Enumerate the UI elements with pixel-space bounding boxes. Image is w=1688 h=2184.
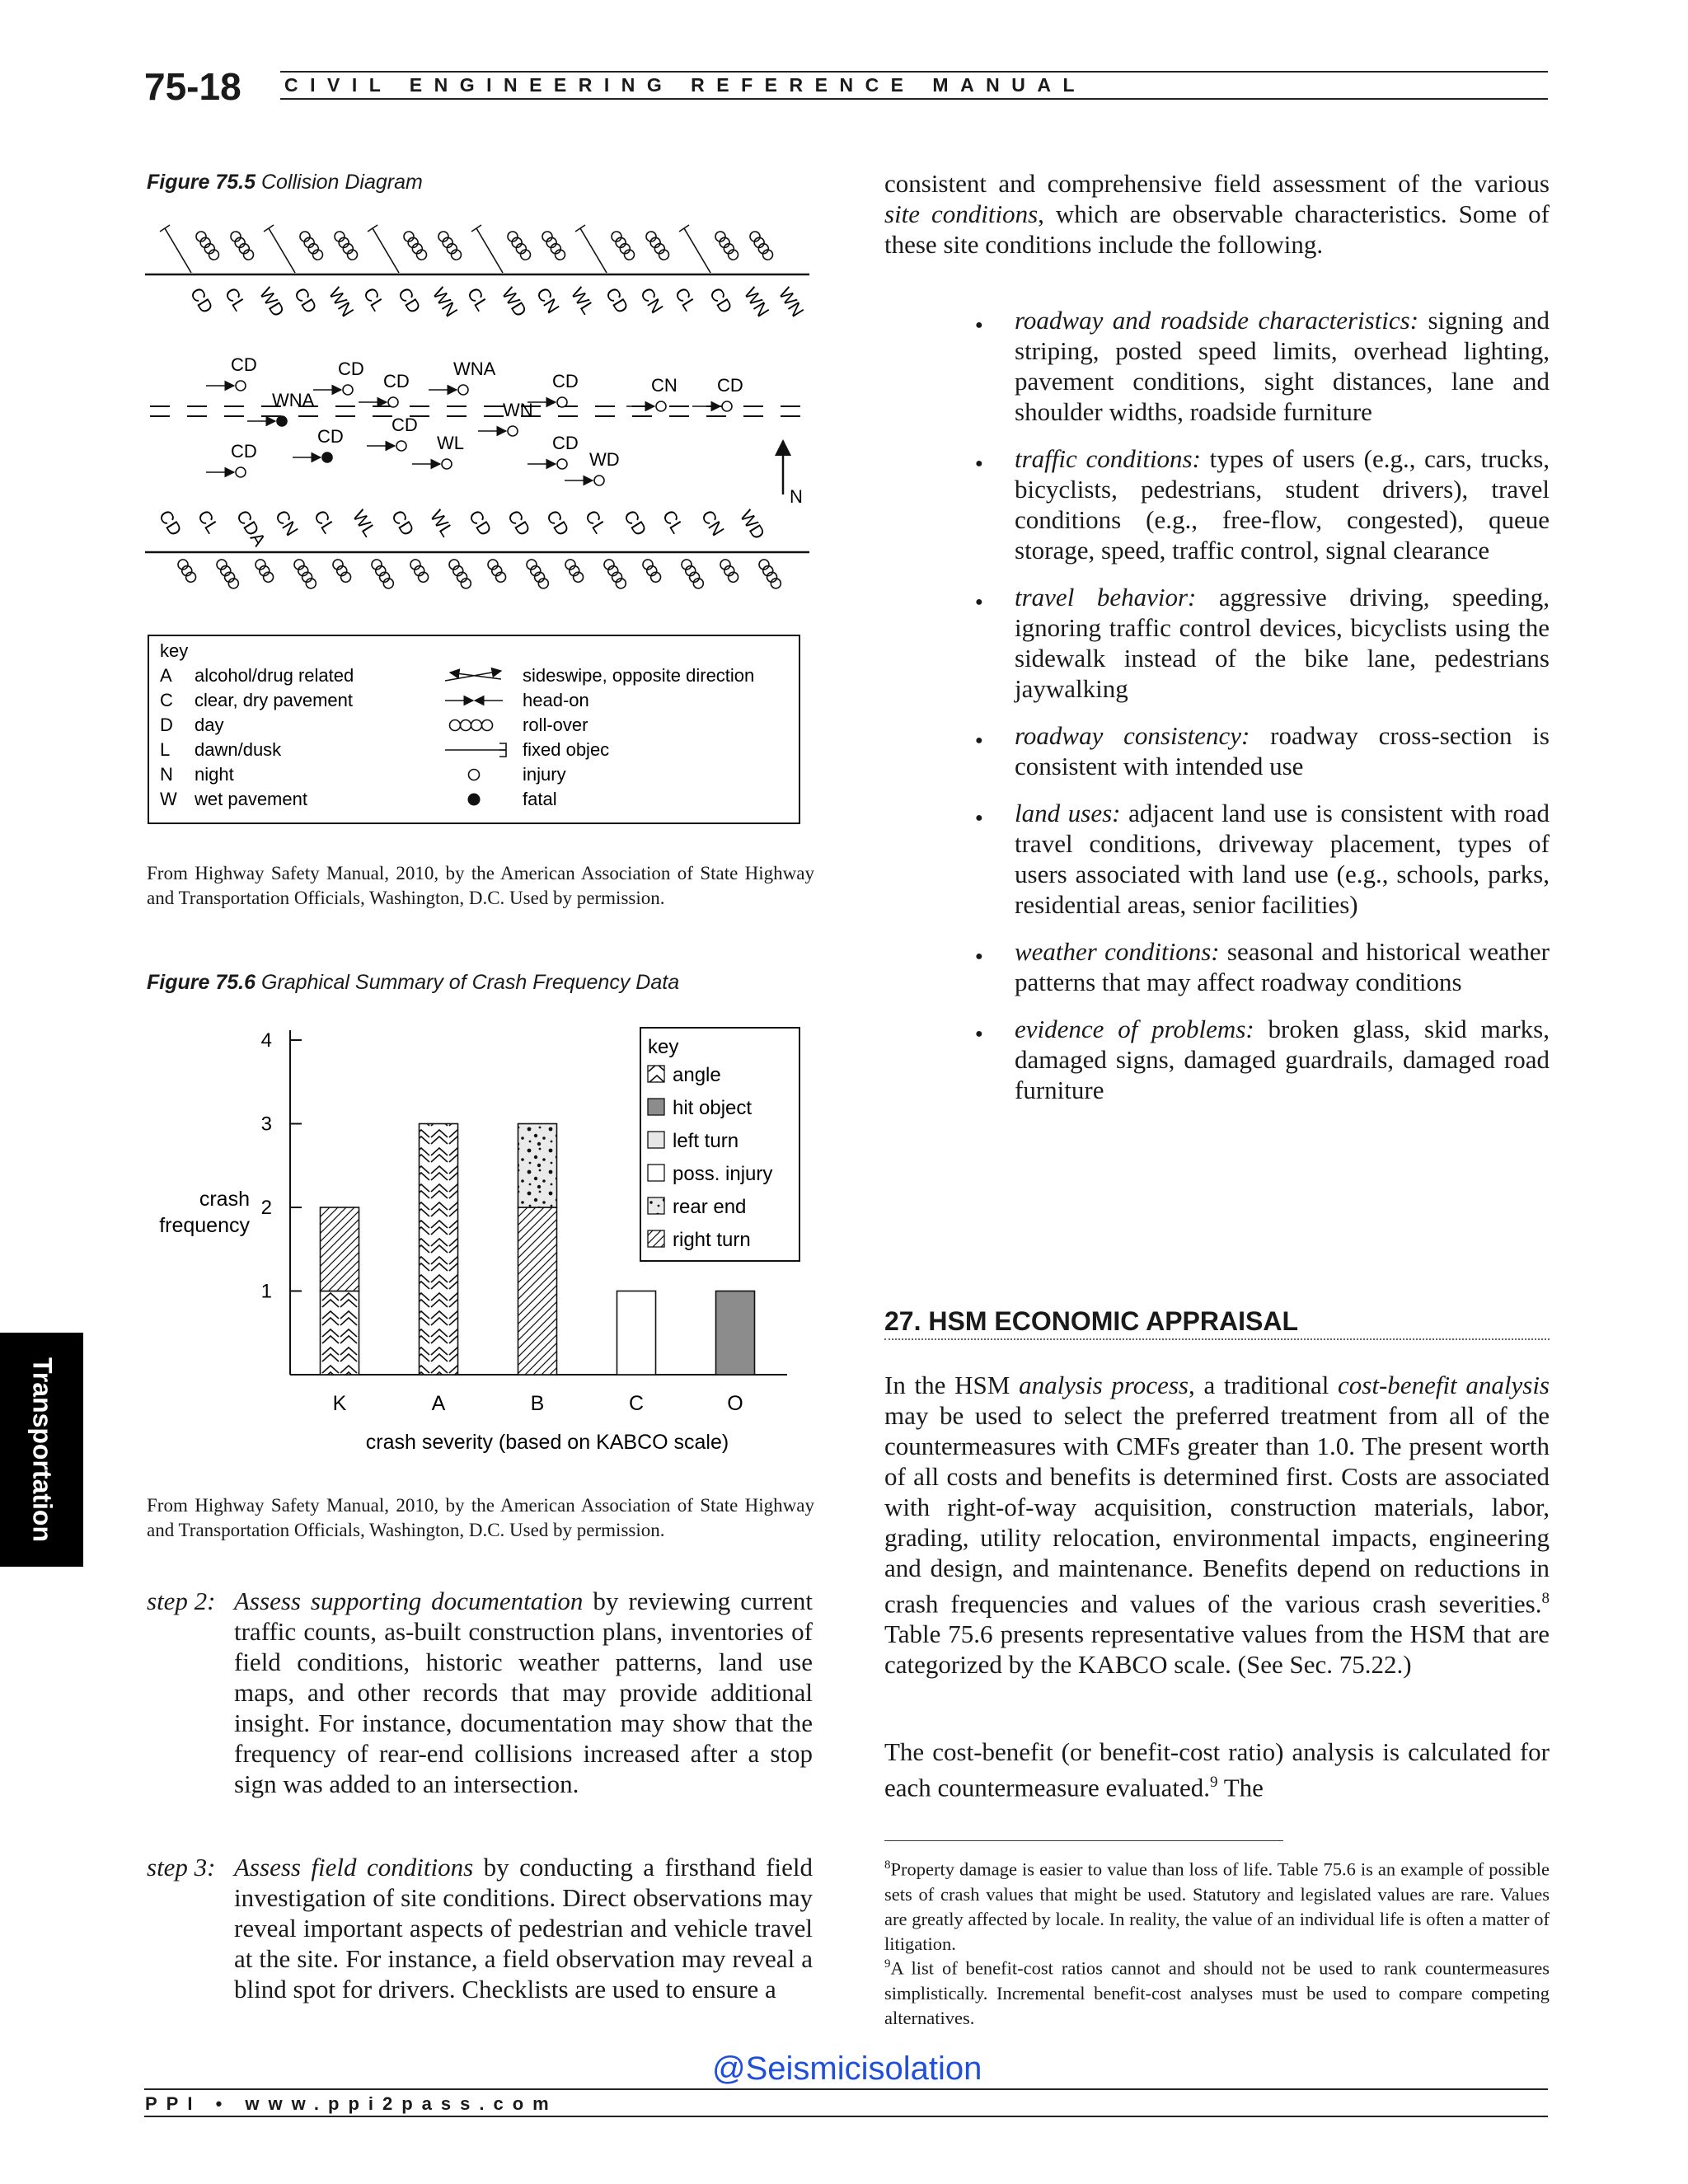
para-text: Table 75.6 presents representative values from the HSM that are categorized by the KABCO scale. (See Sec. 75.22.) [884,1619,1550,1680]
figure-75-6-caption [147,971,679,995]
step-label: step 3: [147,1853,216,1882]
footnote-8 [884,1853,1550,1957]
crash-code-label: CD [705,284,737,317]
intro-emphasis: site conditions [884,199,1039,228]
legend-swatch [648,1230,664,1247]
page-number: 75-18 [144,65,241,108]
para-text: In the HSM [884,1371,1020,1399]
crash-code-label: CL [220,284,251,315]
key-symbol-description: sideswipe, opposite direction [523,665,755,686]
key-symbol-description: fatal [523,789,557,809]
vehicle-path [367,441,406,451]
list-item-term: travel behavior: [1015,583,1197,612]
bar-segment-rear-end [518,1124,557,1208]
crash-code-label: CD [552,371,579,391]
bullet-icon: ● [975,733,983,748]
crash-code-label: CD [392,415,418,435]
rollover-symbol [215,558,241,590]
list-item [975,720,1550,781]
figure-number: Figure 75.6 [147,971,256,994]
legend-entry: poss. injury [673,1163,773,1185]
top-crash-labels [186,284,809,320]
crash-code-label: CD [185,284,218,317]
crash-code-label: CD [393,284,425,317]
footnote-text: A list of benefit-cost ratios cannot and should not be used to rank countermeasures simplistically. Incremental benefit-cost analyses must be used to compare competing alternatives. [884,1957,1550,2028]
footer-rule-bottom [144,2116,1548,2117]
list-item-text: adjacent land use is consistent with road travel conditions, driveway placement, types of users associated with land use (e.g., schools, parks, residential areas, senior facilities) [1015,799,1550,919]
vehicle-path [478,426,518,436]
fixed-object-path [160,225,191,273]
list-item [975,305,1550,427]
bar-segment-hit-object [716,1291,755,1376]
crash-code-label: CL [670,284,701,315]
y-tick-label: 1 [260,1280,272,1303]
figure-75-5-credit: From Highway Safety Manual, 2010, by the American Association of State Highway and Transportation Officials, Washington, D.C. Used by permission. [147,863,814,908]
vehicle-path [313,385,353,395]
key-icons [445,671,506,806]
footnote-9 [884,1952,1550,2031]
vehicle-path [626,401,666,411]
sideswipe-icon [445,671,501,681]
crash-code-label: CN [635,284,668,317]
crash-code-label: CN [270,506,302,540]
vehicle-path [206,467,246,477]
key-description: wet pavement [195,789,307,809]
list-item-text: aggressive driving, speeding, ignoring traffic control devices, bicyclists using the sidewalk instead of the bike lane, pedestrians jaywalking [1015,583,1550,703]
list-item-text: signing and striping, posted speed limits, overhead lighting, pavement conditions, sight distances, lane and shoulder widths, roadside furniture [1015,306,1550,426]
crash-code-label: CD [289,284,321,317]
fixed-object-path [471,225,503,273]
crash-code-label: WL [425,506,458,541]
vehicle-path [293,452,332,462]
key-right-entries [523,665,754,809]
rollover-symbol [506,230,532,262]
footnote-ref[interactable]: 9 [1210,1774,1218,1791]
key-code: L [160,739,171,760]
rollover-symbol [293,558,318,590]
vehicle-path [412,459,452,469]
injury-icon [469,770,480,780]
list-item [975,1014,1550,1105]
list-item [975,582,1550,704]
key-symbol-description: injury [523,764,566,785]
rollover-symbol [486,558,508,584]
key-title: key [160,640,189,661]
x-tick-label: A [431,1392,446,1415]
crash-code-label: CD [338,359,364,379]
rollover-symbol [641,558,663,584]
rollover-symbol [448,558,473,590]
footnote-rule [884,1840,1283,1841]
footer-rule [144,2088,1548,2090]
crash-code-label: CD [154,506,186,540]
rollover-symbol [298,230,325,262]
crash-code-label: WNA [272,390,315,410]
fixed-object-path [264,225,295,273]
chart-legend [640,1028,799,1261]
list-item-term: traffic conditions: [1015,444,1201,473]
key-description: day [195,715,224,735]
x-tick-label: B [530,1392,545,1415]
crash-code-label: CD [601,284,633,317]
x-tick-label: O [727,1392,743,1415]
rollover-symbol [541,230,567,262]
key-code: A [160,665,172,686]
crash-code-label: WNA [453,359,496,379]
rollover-symbol [719,558,740,584]
footnote-number: 8 [884,1858,891,1872]
crash-code-label: CD [464,506,496,540]
road-middle [150,406,800,416]
rollover-symbol [680,558,706,590]
rollover-symbol [525,558,551,590]
rollover-symbol [331,558,353,584]
crash-code-label: WN [503,400,533,420]
figure-75-6-credit: From Highway Safety Manual, 2010, by the American Association of State Highway and Transportation Officials, Washington, D.C. Used by permission. [147,1495,814,1540]
key-symbol-description: roll-over [523,715,588,735]
crash-code-label: WL [566,284,599,318]
legend-swatch [648,1197,664,1214]
hsm-appraisal-paragraph-1 [884,1370,1550,1680]
para-text: The [1217,1773,1264,1802]
legend-entry: rear end [673,1196,747,1218]
intro-text-end: , which are observable characteristics. Some of these site conditions include the following. [884,199,1550,259]
footer-publisher[interactable]: PPI • www.ppi2pass.com [145,2093,558,2114]
site-conditions-list [975,305,1550,1122]
top-crash-symbols [160,225,775,273]
crash-code-label: CD [317,426,344,447]
crash-code-label: WL [348,506,381,541]
para-text: may be used to select the preferred treatment from all of the countermeasures with CMFs greater than 1.0. The present worth of all costs and benefits is determined first. Costs are associated with right-of-way acquisition, construction materials, labor, grading, utility relocation, environmental impacts, engineering and design, and maintenance. Benefits depend on reductions in crash frequencies and values of the various crash severities. [884,1401,1550,1619]
vehicle-path [565,476,604,485]
step-text [234,1586,813,1799]
rollover-symbol [229,230,256,262]
crash-code-label: CD [387,506,419,540]
list-item-text: types of users (e.g., cars, trucks, bicyclists, pedestrians, student drivers), travel conditions (e.g., free-flow, congested), queue storage, speed, traffic control, signal clearance [1015,444,1550,565]
crash-code-label: WD [497,284,532,321]
section-side-tab[interactable] [0,1333,83,1567]
key-description: alcohol/drug related [195,665,354,686]
side-tab-label: Transportation [27,1357,57,1543]
list-item [975,936,1550,997]
crash-code-label: CD [231,354,257,375]
crash-code-label: CL [309,506,340,537]
footnote-number: 9 [884,1957,891,1971]
step-body: by reviewing current traffic counts, as-built construction plans, inventories of field conditions, historic weather patterns, land use maps, and other records that may provide additional insight. For instance, documentation may show that the frequency of rear-end collisions increased after a stop sign was added to an intersection. [234,1586,813,1798]
bullet-icon: ● [975,318,983,332]
y-axis-label: crash [199,1188,250,1211]
figure-title: Collision Diagram [260,171,423,194]
intro-text: consistent and comprehensive field assessment of the various [884,169,1550,198]
crash-code-label: CL [193,506,223,537]
crash-code-label: CD [231,441,257,462]
para-emphasis: cost-benefit analysis [1338,1371,1550,1399]
bar-segment-poss-injury [617,1291,656,1376]
step-lead: Assess field conditions [234,1853,474,1882]
y-tick-label: 2 [260,1197,272,1219]
key-code: N [160,764,173,785]
crash-code-label: CD [619,506,651,540]
legend-swatch [648,1165,664,1181]
step-label: step 2: [147,1586,216,1615]
x-axis-label: crash severity (based on KABCO scale) [365,1431,729,1454]
crash-code-label: CD [717,375,743,396]
list-item-text: seasonal and historical weather patterns that may affect roadway conditions [1015,937,1550,996]
crash-code-label: CD [552,433,579,453]
crash-code-label: WN [428,284,462,321]
fixed-object-path [368,225,399,273]
collision-diagram [140,210,824,837]
crash-code-label: CN [532,284,564,317]
header-rule [280,71,1548,73]
key-left-entries [160,665,354,809]
step-text [234,1852,813,2004]
rollover-symbol [254,558,275,584]
rollover-symbol [176,558,198,584]
fixed-object-path [575,225,607,273]
legend-swatch [648,1132,664,1148]
step-lead: Assess supporting documentation [234,1586,584,1615]
footnote-text: Property damage is easier to value than loss of life. Table 75.6 is an example of possible sets of crash values that might be used. Statutory and legislated values are rare. Values are greatly affected by locale. In reality, the value of an individual life is often a matter of litigation. [884,1858,1550,1954]
list-item-text: broken glass, skid marks, damaged signs, damaged guardrails, damaged road furniture [1015,1015,1550,1104]
rollover-symbol [610,230,636,262]
bullet-icon: ● [975,457,983,471]
key-symbol-description: fixed objec [523,739,610,760]
y-tick-label: 3 [260,1113,272,1136]
list-item-term: evidence of problems: [1015,1015,1254,1043]
key-description: clear, dry pavement [195,690,353,710]
crash-frequency-chart [140,1018,824,1467]
bottom-crash-labels [155,506,770,550]
rollover-symbol [370,558,396,590]
y-tick-label: 4 [260,1029,272,1052]
rollover-symbol [757,558,783,590]
site-conditions-intro [884,168,1550,260]
crash-code-label: WD [735,506,770,543]
crash-code-label: CN [651,375,678,396]
key-description: dawn/dusk [195,739,282,760]
legend-swatch [648,1066,664,1082]
bullet-icon: ● [975,949,983,963]
vehicle-path [429,385,468,395]
bullet-icon: ● [975,1027,983,1041]
figure-title: Graphical Summary of Crash Frequency Data [260,971,680,994]
rollover-symbol [603,558,628,590]
y-axis-label: frequency [159,1214,250,1237]
rollover-symbol [645,230,671,262]
crash-code-label: WD [255,284,289,321]
crash-code-label: CD [503,506,535,540]
bullet-icon: ● [975,811,983,825]
rollover-icon [450,720,493,731]
vehicle-path [528,459,567,469]
para-emphasis: analysis process [1019,1371,1189,1399]
x-tick-label: K [332,1392,347,1415]
rollover-symbol [195,230,221,262]
para-text: The cost-benefit (or benefit-cost ratio) analysis is calculated for each countermeasure evaluated. [884,1737,1550,1802]
crash-code-label: CL [462,284,493,315]
legend-entry: hit object [673,1097,753,1119]
bar-segment-right-turn [321,1207,359,1291]
crash-code-label: WD [589,449,620,470]
fatal-icon [468,794,481,806]
legend-entry: left turn [673,1130,739,1152]
list-item-term: land uses: [1015,799,1121,827]
rollover-symbol [564,558,585,584]
key-code: C [160,690,173,710]
key-code: W [160,789,177,809]
crash-code-label: CL [580,506,611,537]
section-heading: 27. HSM ECONOMIC APPRAISAL [884,1306,1550,1340]
para-text: , a traditional [1188,1371,1339,1399]
footnote-ref[interactable]: 8 [1541,1590,1550,1607]
list-item-text: roadway cross-section is consistent with intended use [1015,721,1550,780]
vehicle-path [206,381,246,391]
figure-number: Figure 75.5 [147,171,256,194]
crash-code-label: CDA [232,506,270,551]
header-rule-bottom [280,98,1548,100]
rollover-symbol [437,230,463,262]
list-item [975,798,1550,920]
running-header-title: CIVIL ENGINEERING REFERENCE MANUAL [284,74,1087,96]
legend-swatch [648,1099,664,1115]
rollover-symbol [714,230,740,262]
key-description: night [195,764,234,785]
list-item-term: roadway consistency: [1015,721,1250,750]
hsm-appraisal-paragraph-2 [884,1736,1550,1802]
list-item-term: weather conditions: [1015,937,1220,966]
rollover-symbol [402,230,429,262]
list-item-term: roadway and roadside characteristics: [1015,306,1419,335]
crash-code-label: CN [696,506,729,540]
crash-code-label: WN [324,284,359,321]
key-code: D [160,715,173,735]
fixed-object-icon [445,743,506,757]
bar-segment-angle [420,1124,458,1376]
crash-code-label: CD [542,506,574,540]
crash-code-label: WN [739,284,774,321]
legend-entry: angle [673,1064,721,1086]
rollover-symbol [409,558,430,584]
crash-code-label: WL [437,433,464,453]
crash-code-label: CL [658,506,688,537]
crash-code-label: CL [359,284,389,315]
key-symbol-description: head-on [523,690,589,710]
vehicle-path [692,401,732,411]
x-tick-label: C [628,1392,645,1415]
crash-code-label: CD [383,371,410,391]
watermark: @Seismicisolation [712,2050,982,2087]
north-label: N [790,486,803,507]
step-body: by conducting a firsthand field investigation of site conditions. Direct observations may reveal important aspects of pedestrian and vehicle travel at the site. For instance, a field observation may reveal a blind spot for drivers. Checklists are used to ensure a [234,1853,813,2004]
bottom-crash-symbols [176,558,783,590]
legend-entry: right turn [673,1229,751,1251]
fixed-object-path [679,225,710,273]
bullet-icon: ● [975,595,983,609]
rollover-symbol [333,230,359,262]
bar-segment-angle [321,1291,359,1376]
rollover-symbol [748,230,775,262]
bar-segment-right-turn [518,1207,557,1375]
legend-title: key [648,1036,679,1058]
step-2 [147,1586,813,1799]
vehicle-path [247,416,287,426]
step-3 [147,1852,813,2004]
figure-75-5-caption [147,171,423,194]
list-item [975,443,1550,565]
crash-code-label: WN [774,284,809,321]
